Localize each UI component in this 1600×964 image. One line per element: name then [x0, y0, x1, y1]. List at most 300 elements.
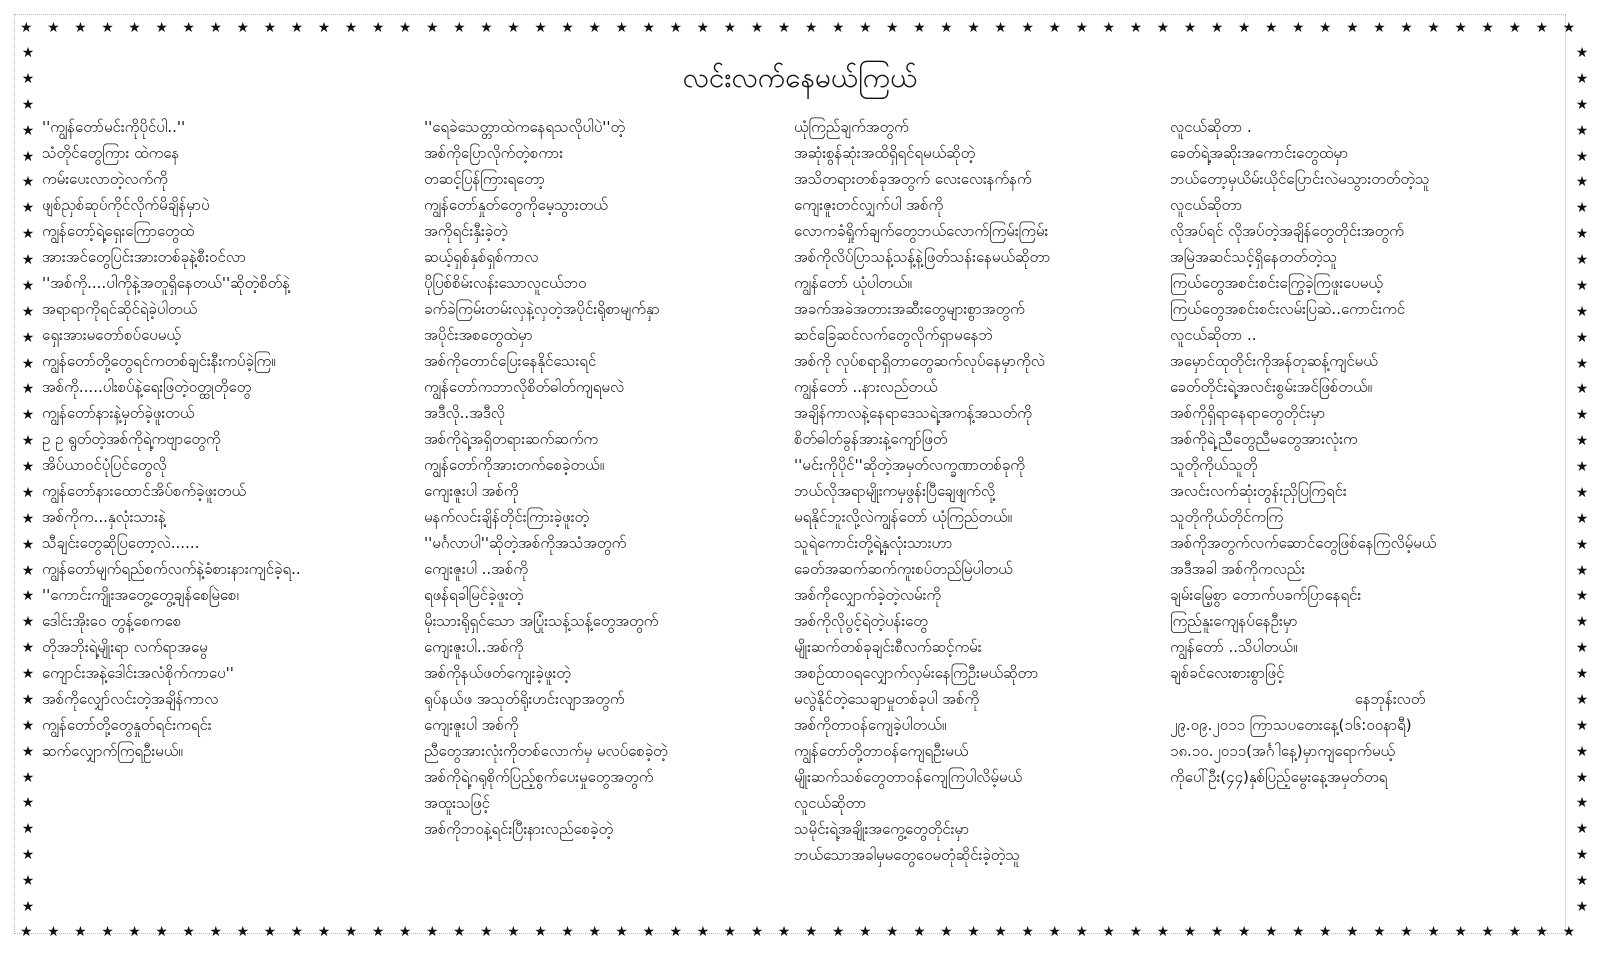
- star-icon: ★: [21, 898, 35, 915]
- poem-line: ယုံကြည်ချက်အတွက်: [794, 118, 909, 136]
- right-star-border: [1572, 46, 1592, 914]
- poem-line: ၁၈.၁၀.၂၀၁၁(အင်္ဂါနေ့)မှာကျရောက်မယ့်: [1170, 742, 1396, 760]
- star-icon: ★: [642, 20, 655, 36]
- poem-line: မိုးသားရိုရှင်သော အပြုံးသန့်သန့်တွေအတွက်: [424, 612, 659, 630]
- star-icon: ★: [1048, 20, 1061, 36]
- poem-line: ''ကောင်းကျိုးအတွေ့တွေ့ချန်စေမြဲစေ၊: [42, 586, 239, 604]
- star-icon: ★: [1237, 20, 1251, 36]
- poem-line: ကျေးဇူးပါ..အစ်ကို: [424, 638, 524, 656]
- star-icon: ★: [1575, 640, 1589, 657]
- star-icon: ★: [21, 743, 35, 760]
- star-icon: ★: [913, 924, 926, 940]
- poem-line: အိပ်ယာဝင်ပုံပြင်တွေလို: [42, 456, 167, 474]
- star-icon: ★: [940, 924, 953, 940]
- star-icon: ★: [1400, 20, 1413, 36]
- poem-line: ကြယ်တွေအစင်းစင်းလမ်းပြဆဲ..ကောင်းကင်: [1170, 300, 1406, 318]
- poem-line: မလွဲနိုင်တဲ့သေချာမှုတစ်ခုပါ အစ်ကို: [794, 690, 980, 708]
- star-icon: ★: [588, 924, 601, 940]
- star-icon: ★: [588, 20, 601, 36]
- star-icon: ★: [1156, 20, 1170, 36]
- poem-line: မျိုးဆက်သစ်တွေတာဝန်ကျေကြပါလိမ့်မယ်: [794, 768, 1023, 786]
- poem-column-1: [42, 114, 382, 904]
- star-icon: ★: [1575, 407, 1589, 424]
- star-icon: ★: [21, 433, 35, 450]
- poem-line: ကျွန်တော်ကဘာလိုစိတ်ဓါတ်ကျရမလဲ: [424, 378, 625, 396]
- star-icon: ★: [1021, 20, 1034, 36]
- poem-line: အဆုံးစွန်ဆုံးအထိရှိရင်ရမယ်ဆိုတဲ့: [794, 144, 976, 162]
- poem-line: ချမ်းမြေ့စွာ တောက်ပခက်ပြာနေရင်း: [1170, 586, 1362, 604]
- poem-line: ကျွန်တော်နားနဲ့မှတ်ခဲ့ဖူးတယ်: [42, 404, 195, 422]
- star-icon: ★: [750, 20, 764, 36]
- top-star-border: [20, 18, 1576, 38]
- poem-line: သီချင်းတွေဆိုပြတော့လဲ......: [42, 534, 200, 552]
- star-icon: ★: [561, 924, 574, 940]
- poem-line: အစ်ကိုအတွက်လက်ဆောင်တွေဖြစ်နေကြလိမ့်မယ်: [1170, 534, 1437, 552]
- star-icon: ★: [940, 20, 953, 36]
- poem-line: ''ရေခဲသေတ္တာထဲကနေရသလိုပါပဲ''တဲ့: [424, 118, 626, 136]
- poem-line: ဘယ်တော့မှယိမ်းယိုင်ပြောင်းလဲမသွားတတ်တဲ့သူ: [1170, 170, 1430, 188]
- star-icon: ★: [1129, 20, 1143, 36]
- star-icon: ★: [1291, 924, 1305, 940]
- star-icon: ★: [1575, 743, 1589, 760]
- poem-line: အစ်ကို.....ပါးစပ်နဲ့ရေးဖြတဲ့ဝတ္ထုတိုတွေ: [42, 378, 252, 396]
- poem-line: လူငယ်ဆိုတာ: [794, 794, 867, 812]
- poem-line: အမြဲအဆင်သင့်ရှိနေတတ်တဲ့သူ: [1170, 248, 1338, 266]
- star-icon: ★: [101, 20, 114, 36]
- star-icon: ★: [21, 847, 35, 864]
- poem-line: ဘယ်သောအခါမှမတွေဝေမတုံဆိုင်းခဲ့တဲ့သူ: [794, 846, 1020, 864]
- poem-line: ဆင်ခြေဆင်လက်တွေလိုက်ရှာမနေဘဲ: [794, 326, 993, 344]
- star-icon: ★: [967, 20, 980, 36]
- star-icon: ★: [263, 924, 277, 940]
- star-icon: ★: [1575, 484, 1589, 501]
- star-icon: ★: [1575, 148, 1589, 165]
- poem-line: ၂၉.၀၉.၂၀၁၁ ကြာသပတေးနေ့(၁၆:၀၀နာရီ): [1170, 716, 1412, 734]
- star-icon: ★: [750, 924, 764, 940]
- star-icon: ★: [723, 20, 737, 36]
- star-icon: ★: [858, 924, 872, 940]
- star-icon: ★: [1575, 45, 1589, 61]
- poem-line: အစဉ်ထာဝရလျှောက်လှမ်းနေကြဦးမယ်ဆိုတာ: [794, 664, 1039, 682]
- poem-line: အစ်ကိုလိုပွင့်ရဲတဲ့ပန်းတွေ: [794, 612, 928, 630]
- star-icon: ★: [21, 640, 35, 657]
- star-icon: ★: [21, 510, 35, 527]
- star-icon: ★: [317, 924, 331, 940]
- star-icon: ★: [453, 924, 466, 940]
- star-icon: ★: [47, 20, 60, 36]
- star-icon: ★: [1427, 924, 1440, 940]
- star-icon: ★: [1575, 433, 1589, 450]
- star-icon: ★: [1264, 924, 1278, 940]
- star-icon: ★: [317, 20, 331, 36]
- star-icon: ★: [74, 20, 87, 36]
- poem-line: အစ်ကိုလိပ်ပြာသန့်သန့်နဲ့ဖြတ်သန်းနေမယ်ဆိုတာ: [794, 248, 1051, 266]
- star-icon: ★: [21, 329, 35, 346]
- star-icon: ★: [777, 20, 791, 36]
- poem-line: အသိတရားတစ်ခုအတွက် လေးလေးနက်နက်: [794, 170, 1032, 188]
- star-icon: ★: [1575, 96, 1589, 113]
- star-icon: ★: [344, 924, 358, 940]
- star-icon: ★: [1575, 510, 1589, 527]
- poem-line: ကျောင်းအနဲ့ဒေါင်းအလံစိုက်ကာပေ'': [42, 664, 234, 682]
- star-icon: ★: [21, 691, 35, 708]
- star-icon: ★: [913, 20, 926, 36]
- star-icon: ★: [1454, 924, 1467, 940]
- star-icon: ★: [669, 20, 683, 36]
- poem-line: ကျွန်တော်တို့တွေနှုတ်ရင်းကရင်း: [42, 716, 212, 734]
- star-icon: ★: [21, 303, 35, 320]
- star-icon: ★: [21, 252, 35, 268]
- star-icon: ★: [1575, 821, 1589, 838]
- poem-columns: [42, 114, 1552, 904]
- star-icon: ★: [21, 122, 35, 139]
- star-icon: ★: [831, 924, 845, 940]
- poem-line: အကိုရင်းနှီးခဲ့တဲ့: [424, 222, 508, 240]
- poem-line: ရုပ်နယ်ဖ အသုတ်ရိုးဟင်းလျာအတွက်: [424, 690, 625, 708]
- star-icon: ★: [21, 484, 35, 501]
- poem-line: အလင်းလက်ဆုံးတွန်းညှိပြကြရင်း: [1170, 482, 1347, 500]
- star-icon: ★: [1156, 924, 1170, 940]
- poem-line: အရာရာကိုရင်ဆိုင်ရဲခဲ့ပါတယ်: [42, 300, 198, 318]
- star-icon: ★: [1575, 562, 1589, 579]
- star-icon: ★: [1575, 277, 1589, 294]
- star-icon: ★: [1575, 70, 1589, 87]
- star-icon: ★: [1319, 924, 1332, 940]
- poem-line: အချိန်ကာလနဲ့နေရာဒေသရဲ့အကန့်အသတ်ကို: [794, 404, 1032, 422]
- star-icon: ★: [642, 924, 655, 940]
- poem-line: ကျွန်တော်မျက်ရည်စက်လက်နဲ့ခံစားနားကျင်ခဲ့ရ..: [42, 560, 301, 578]
- star-icon: ★: [858, 20, 872, 36]
- poem-line: နေဘုန်းလတ်: [1354, 690, 1426, 708]
- poem-line: ကိုပေါ်ဦး(၄၄)နှစ်ပြည့်မွေးနေ့အမှတ်တရ: [1170, 768, 1388, 786]
- star-icon: ★: [1575, 847, 1589, 864]
- poem-line: အဒီလို..အဒီလို: [424, 404, 505, 422]
- star-icon: ★: [290, 924, 304, 940]
- poem-line: အစ်ကိုတောင်ပြေးနေနိုင်သေးရင်: [424, 352, 597, 370]
- star-icon: ★: [669, 924, 683, 940]
- star-icon: ★: [155, 924, 168, 940]
- star-icon: ★: [1575, 666, 1589, 682]
- star-icon: ★: [398, 20, 412, 36]
- poem-line: ''မင်းကိုပိုင်''ဆိုတဲ့အမှတ်လက္ခဏာတစ်ခုကို: [794, 456, 1025, 474]
- poem-line: လူငယ်ဆိုတာ .: [1170, 118, 1252, 136]
- star-icon: ★: [1373, 20, 1386, 36]
- star-icon: ★: [804, 20, 818, 36]
- poem-line: မရနိုင်ဘူးလို့လဲကျွန်တော် ယုံကြည်တယ်။: [794, 508, 1013, 526]
- poem-column-2: [424, 114, 784, 904]
- star-icon: ★: [128, 20, 141, 36]
- star-icon: ★: [886, 924, 899, 940]
- poem-line: အထူးသဖြင့်: [424, 794, 490, 812]
- poem-line: ကျွန်တော်နှုတ်တွေကိုမေ့သွားတယ်: [424, 196, 608, 214]
- star-icon: ★: [21, 795, 35, 812]
- star-icon: ★: [967, 924, 980, 940]
- poem-column-3: [794, 114, 1149, 904]
- poem-line: အားအင်တွေပြင်းအားတစ်ခုနဲ့စီးဝင်လာ: [42, 248, 246, 266]
- star-icon: ★: [1575, 898, 1589, 915]
- star-icon: ★: [74, 924, 87, 940]
- star-icon: ★: [344, 20, 358, 36]
- poem-column-4: [1170, 114, 1540, 904]
- star-icon: ★: [425, 924, 439, 940]
- star-icon: ★: [21, 70, 35, 87]
- star-icon: ★: [21, 174, 35, 191]
- star-icon: ★: [21, 536, 35, 553]
- star-icon: ★: [1237, 924, 1251, 940]
- star-icon: ★: [1575, 717, 1589, 734]
- star-icon: ★: [128, 924, 141, 940]
- star-icon: ★: [1183, 20, 1197, 36]
- poem-line: စိတ်ဓါတ်ခွန်အားနဲ့ကျော်ဖြတ်: [794, 430, 948, 448]
- poem-line: ကျွန်တော် ..နားလည်တယ်: [794, 378, 938, 396]
- poem-line: ကျွန်တော်နားထောင်အိပ်စက်ခဲ့ဖူးတယ်: [42, 482, 247, 500]
- star-icon: ★: [561, 20, 574, 36]
- star-icon: ★: [723, 924, 737, 940]
- star-icon: ★: [1575, 873, 1589, 889]
- poem-line: သူရဲကောင်းတို့ရဲ့နှလုံးသားဟာ: [794, 534, 953, 552]
- star-icon: ★: [1346, 20, 1359, 36]
- star-icon: ★: [1535, 20, 1549, 36]
- poem-line: ဥ ဥ ရွတ်တဲ့အစ်ကိုရဲ့ကဗျာတွေကို: [42, 430, 221, 448]
- star-icon: ★: [1048, 924, 1061, 940]
- star-icon: ★: [21, 873, 35, 889]
- star-icon: ★: [1075, 924, 1088, 940]
- poem-line: အစ်ကိုဘဝနဲ့ရင်းပြီးနားလည်စေခဲ့တဲ့: [424, 820, 614, 838]
- star-icon: ★: [1575, 381, 1589, 398]
- poem-line: ''အစ်ကို....ပါကိုနဲ့အတူရှိနေတယ်''ဆိုတဲ့စိတ်နဲ့: [42, 274, 291, 292]
- poem-line: မနက်လင်းချိန်တိုင်းကြားခဲ့ဖူးတဲ့: [424, 508, 590, 526]
- star-icon: ★: [21, 769, 35, 786]
- star-icon: ★: [21, 407, 35, 424]
- poem-line: အစ်ကိုရဲ့အရှိတရားဆက်ဆက်က: [424, 430, 599, 448]
- poem-line: ကျွန်တော်ကိုအားတက်စေခဲ့တယ်။: [424, 456, 605, 474]
- poem-line: ပိုပြစ်စိမ်းလန်းသောလူငယ်ဘဝ: [424, 274, 587, 292]
- star-icon: ★: [1575, 536, 1589, 553]
- star-icon: ★: [994, 924, 1007, 940]
- star-icon: ★: [1075, 20, 1088, 36]
- star-icon: ★: [1319, 20, 1332, 36]
- star-icon: ★: [1575, 691, 1589, 708]
- star-icon: ★: [290, 20, 304, 36]
- poem-line: ကျေးဇူးတင်လျှက်ပါ အစ်ကို: [794, 196, 944, 214]
- poem-line: လူငယ်ဆိုတာ ..: [1170, 326, 1257, 344]
- poem-line: မျိုးဆက်တစ်ခုချင်းစီလက်ဆင့်ကမ်း: [794, 638, 982, 656]
- poem-line: ကျေးဇူးပါ ..အစ်ကို: [424, 560, 529, 578]
- star-icon: ★: [1129, 924, 1143, 940]
- poem-line: အစ်ကိုပြောလိုက်တဲ့စကား: [424, 144, 563, 162]
- star-icon: ★: [1575, 329, 1589, 346]
- star-icon: ★: [1562, 20, 1576, 36]
- poem-line: ''ကျွန်တော်မင်းကိုပိုင်ပါ..'': [42, 118, 186, 136]
- poem-line: သူတိုကိုယ်တိုင်ကကြ: [1170, 508, 1284, 526]
- poem-line: ခက်ခဲကြမ်းတမ်းလှနဲ့လှတဲ့အပိုင်းရိုစာမျက်နှာ: [424, 300, 660, 318]
- star-icon: ★: [1183, 924, 1197, 940]
- star-icon: ★: [1481, 20, 1494, 36]
- star-icon: ★: [831, 20, 845, 36]
- star-icon: ★: [371, 20, 385, 36]
- poem-line: သူတိုကိုယ်သူတို: [1170, 456, 1258, 474]
- star-icon: ★: [886, 20, 899, 36]
- poem-line: အမှောင်ထုတိုင်းကိုအန်တုဆန့်ကျင်မယ်: [1170, 352, 1378, 370]
- star-icon: ★: [21, 821, 35, 838]
- poem-line: သမိုင်းရဲ့အချိုးအကွေ့တွေတိုင်းမှာ: [794, 820, 970, 838]
- star-icon: ★: [425, 20, 439, 36]
- star-icon: ★: [696, 20, 710, 36]
- star-icon: ★: [507, 20, 520, 36]
- poem-line: အစ်ကိုက...နှလုံးသားနဲ့: [42, 508, 166, 526]
- star-icon: ★: [21, 614, 35, 631]
- poem-line: အစ်ကိုရှိရာနေရာတွေတိုင်းမှာ: [1170, 404, 1326, 422]
- star-icon: ★: [236, 924, 250, 940]
- bottom-star-border: [20, 922, 1576, 942]
- poem-line: အခက်အခဲအတားအဆီးတွေများစွာအတွက်: [794, 300, 1025, 318]
- poem-line: ဘယ်လိုအရာမျိုးကမှဖွန်းပြီချေဖျက်လို့: [794, 482, 996, 500]
- star-icon: ★: [21, 45, 35, 61]
- star-icon: ★: [480, 20, 493, 36]
- poem-line: ခေတ်အဆက်ဆက်ကူးစပ်တည်မြဲပါတယ်: [794, 560, 1013, 578]
- poem-line: ''မင်္ဂလာပါ''ဆိုတဲ့အစ်ကိုအသံအတွက်: [424, 534, 627, 552]
- star-icon: ★: [1102, 20, 1116, 36]
- star-icon: ★: [994, 20, 1007, 36]
- poem-line: ရှေးအားမတော်စပ်ပေမယ့်: [42, 326, 181, 344]
- poem-line: အဒီအခါ အစ်ကိုကလည်း: [1170, 560, 1306, 578]
- star-icon: ★: [182, 20, 195, 36]
- star-icon: ★: [480, 924, 493, 940]
- poem-line: အစ်ကိုရဲ့ဂရုစိုက်ပြည့်စွက်ပေးမှုတွေအတွက်: [424, 768, 654, 786]
- star-icon: ★: [21, 666, 35, 682]
- star-icon: ★: [21, 588, 35, 605]
- star-icon: ★: [1575, 355, 1589, 372]
- star-icon: ★: [1575, 614, 1589, 631]
- star-icon: ★: [21, 459, 35, 475]
- poem-line: ဆက်လျှောက်ကြရဦးမယ်။: [42, 742, 183, 760]
- poem-line: တဆင့်ပြန်ကြားရတော့: [424, 170, 545, 188]
- star-icon: ★: [1575, 200, 1589, 217]
- poem-line: ချစ်ခင်လေးစားစွာဖြင့်: [1170, 664, 1285, 682]
- star-icon: ★: [804, 924, 818, 940]
- star-icon: ★: [209, 20, 222, 36]
- star-icon: ★: [1373, 924, 1386, 940]
- star-icon: ★: [1535, 924, 1549, 940]
- poem-line: ဒေါင်းအိုးဝေ တွန့်စေကစေ: [42, 612, 182, 630]
- star-icon: ★: [1575, 174, 1589, 191]
- star-icon: ★: [534, 924, 547, 940]
- poem-line: ဆယ့်ရှစ်နှစ်ရှစ်ကာလ: [424, 248, 539, 266]
- poem-line: အစ်ကိုရဲ့ညီတွေညီမတွေအားလုံးက: [1170, 430, 1358, 448]
- poem-line: အစ်ကိုလျှော်လင်းတဲ့အချိန်ကာလ: [42, 690, 219, 708]
- left-star-border: [18, 46, 38, 914]
- star-icon: ★: [1021, 924, 1034, 940]
- poem-line: တိုအဘိုးရဲ့မျိုးရာ လက်ရာအမွေ: [42, 638, 208, 656]
- star-icon: ★: [209, 924, 222, 940]
- star-icon: ★: [1454, 20, 1467, 36]
- star-icon: ★: [507, 924, 520, 940]
- poem-line: ကမ်းပေးလာတဲ့လက်ကို: [42, 170, 168, 188]
- poem-line: ကျွန်တော့်ရဲ့ရှေးကြောတွေထဲ: [42, 222, 195, 240]
- star-icon: ★: [1575, 303, 1589, 320]
- star-icon: ★: [398, 924, 412, 940]
- poem-line: လိုအပ်ရင် လိုအပ်တဲ့အချိန်တွေတိုင်းအတွက်: [1170, 222, 1404, 240]
- poem-line: ကြယ်တွေအစင်းစင်းကြွေခဲ့ကြဖူးပေမယ့်: [1170, 274, 1383, 292]
- poem-line: ခေတ်ရဲ့အဆိုးအကောင်းတွေထဲမှာ: [1170, 144, 1349, 162]
- star-icon: ★: [1575, 252, 1589, 268]
- star-icon: ★: [21, 148, 35, 165]
- poem-line: ကြည်နူးကျေနပ်နေဦးမှာ: [1170, 612, 1298, 630]
- star-icon: ★: [1575, 769, 1589, 786]
- poem-line: အစ်ကိုနယ်ဖတ်ကျေးခဲ့ဖူးတဲ့: [424, 664, 571, 682]
- star-icon: ★: [236, 20, 250, 36]
- star-icon: ★: [21, 562, 35, 579]
- star-icon: ★: [21, 200, 35, 217]
- star-icon: ★: [534, 20, 547, 36]
- star-icon: ★: [1562, 924, 1576, 940]
- poem-line: သံတိုင်တွေကြား ထဲကနေ: [42, 144, 180, 162]
- poem-line: ရဖန်ရခါမြင်ခဲ့ဖူးတဲ့: [424, 586, 524, 604]
- star-icon: ★: [696, 924, 710, 940]
- star-icon: ★: [615, 924, 628, 940]
- poem-line: ညီတွေအားလုံးကိုတစ်လောက်မှ မလပ်စေခဲ့တဲ့: [424, 742, 668, 760]
- star-icon: ★: [263, 20, 277, 36]
- star-icon: ★: [1508, 20, 1521, 36]
- star-icon: ★: [1481, 924, 1494, 940]
- star-icon: ★: [20, 20, 33, 36]
- star-icon: ★: [1210, 20, 1224, 36]
- poem-line: ကျွန်တော်တို့တာဝန်ကျေရဦးမယ်: [794, 742, 969, 760]
- star-icon: ★: [21, 226, 35, 243]
- star-icon: ★: [1102, 924, 1116, 940]
- star-icon: ★: [21, 717, 35, 734]
- star-icon: ★: [21, 381, 35, 398]
- star-icon: ★: [47, 924, 60, 940]
- poem-line: အပိုင်းအစတွေထဲမှာ: [424, 326, 533, 344]
- poem-line: လောကခံရှိုက်ချက်တွေဘယ်လောက်ကြမ်းကြမ်း: [794, 222, 1049, 240]
- poem-line: အစ်ကို လုပ်စရာရှိတာတွေဆက်လုပ်နေမှာကိုလဲ: [794, 352, 1045, 370]
- poem-line: ကျေးဇူးပါ အစ်ကို: [424, 482, 519, 500]
- star-icon: ★: [1346, 924, 1359, 940]
- poem-line: ဖျစ်ညှစ်ဆုပ်ကိုင်လိုက်မိချိန်မှာပဲ: [42, 196, 210, 214]
- star-icon: ★: [182, 924, 195, 940]
- star-icon: ★: [1427, 20, 1440, 36]
- star-icon: ★: [1575, 588, 1589, 605]
- poem-line: အစ်ကိုလျှောက်ခဲ့တဲ့လမ်းကို: [794, 586, 942, 604]
- poem-line: ခေတ်တိုင်းရဲ့အလင်းစွမ်းအင်ဖြစ်တယ်။: [1170, 378, 1373, 396]
- poem-line: ကျွန်တော် ..သိပါတယ်။: [1170, 638, 1298, 656]
- star-icon: ★: [777, 924, 791, 940]
- star-icon: ★: [453, 20, 466, 36]
- star-icon: ★: [21, 355, 35, 372]
- poem-line: ကျွန်တော် ယုံပါတယ်။: [794, 274, 912, 292]
- star-icon: ★: [101, 924, 114, 940]
- poem-line: လူငယ်ဆိုတာ: [1170, 196, 1243, 214]
- star-icon: ★: [1264, 20, 1278, 36]
- star-icon: ★: [1210, 924, 1224, 940]
- star-icon: ★: [21, 96, 35, 113]
- star-icon: ★: [1575, 122, 1589, 139]
- poem-line: ကျွန်တော်တို့တွေရင်ကတစ်ချင်းနီးကပ်ခဲ့ကြ။: [42, 352, 276, 370]
- star-icon: ★: [1575, 226, 1589, 243]
- poem-line: အစ်ကိုတာဝန်ကျေခဲ့ပါတယ်။: [794, 716, 947, 734]
- star-icon: ★: [21, 277, 35, 294]
- poem-title: လင်းလက်နေမယ်ကြယ်: [682, 61, 918, 94]
- star-icon: ★: [371, 924, 385, 940]
- star-icon: ★: [155, 20, 168, 36]
- star-icon: ★: [1291, 20, 1305, 36]
- star-icon: ★: [1575, 459, 1589, 475]
- star-icon: ★: [615, 20, 628, 36]
- star-icon: ★: [1575, 795, 1589, 812]
- star-icon: ★: [1400, 924, 1413, 940]
- poem-line: ကျေးဇူးပါ အစ်ကို: [424, 716, 519, 734]
